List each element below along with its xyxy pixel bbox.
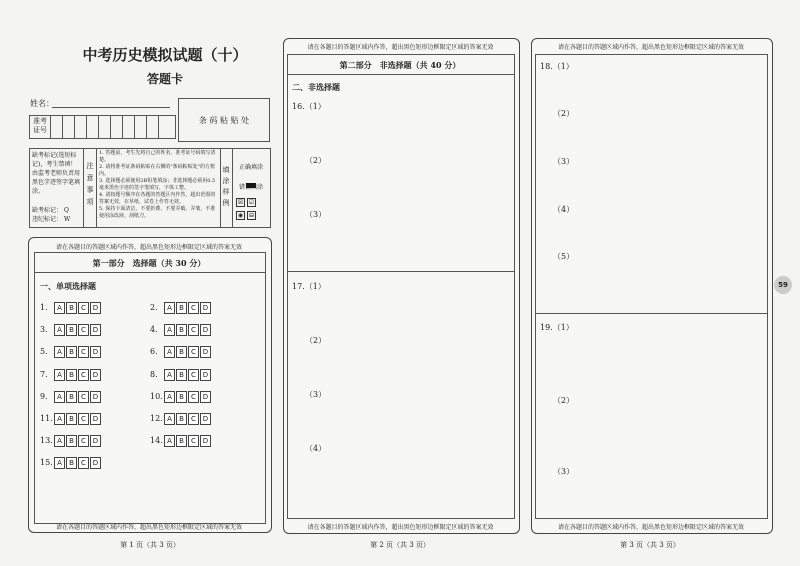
option-bubble[interactable]: B [66, 369, 77, 381]
option-bubble[interactable]: A [164, 369, 175, 381]
option-bubble[interactable]: D [200, 391, 211, 403]
question-18-part[interactable]: （5） [553, 252, 575, 261]
option-bubble[interactable]: D [90, 324, 101, 336]
choice-question [150, 346, 212, 358]
option-bubble[interactable]: C [78, 413, 89, 425]
option-bubble[interactable]: C [78, 435, 89, 447]
correct-fill-label: 正确填涂 [238, 164, 263, 171]
choice-question [150, 435, 212, 447]
option-bubble[interactable]: D [90, 391, 101, 403]
question-number: 1. [40, 303, 48, 312]
choice-question [40, 457, 102, 469]
option-bubble[interactable]: C [188, 391, 199, 403]
question-number: 2. [150, 303, 158, 312]
question-number: 5. [40, 347, 48, 357]
notes-title: 注意事项 [86, 162, 94, 206]
option-bubble[interactable]: C [78, 346, 89, 358]
choice-question [40, 435, 102, 447]
option-bubble[interactable]: B [176, 346, 187, 358]
question-19-part[interactable]: （3） [553, 467, 575, 476]
exam-number-label: 准考证号 [33, 117, 47, 134]
wrong-mark-icon: ⊟ [248, 212, 255, 219]
option-bubble[interactable]: A [164, 346, 175, 358]
question-18-part[interactable]: （2） [553, 109, 575, 118]
option-bubble[interactable]: A [164, 413, 175, 425]
option-bubble[interactable]: C [188, 435, 199, 447]
header-note: 请在各题目的答题区域内作答，超出黑色矩形边框限定区域的答案无效 [307, 44, 494, 51]
option-bubble[interactable]: C [188, 302, 199, 314]
option-bubble[interactable]: B [66, 457, 77, 469]
option-bubble[interactable]: C [78, 324, 89, 336]
violation-mark-value[interactable]: W [63, 216, 71, 223]
option-bubble[interactable]: C [78, 457, 89, 469]
question-17-part[interactable]: （4） [305, 444, 327, 453]
wrong-mark-icon: ◉ [237, 212, 244, 219]
option-bubble[interactable]: B [176, 324, 187, 336]
page-number: 第 1 页（共 3 页） [120, 541, 180, 549]
question-number: 15. [40, 458, 53, 468]
option-bubble[interactable]: A [164, 324, 175, 336]
question-number: 10. [150, 391, 163, 401]
option-bubble[interactable]: C [188, 346, 199, 358]
option-bubble[interactable]: A [164, 435, 175, 447]
wrong-mark-icon: ☒ [237, 199, 244, 206]
question-16-part[interactable]: （3） [305, 210, 327, 219]
option-bubble[interactable]: B [66, 346, 77, 358]
choice-question [40, 302, 102, 314]
option-bubble[interactable]: D [90, 346, 101, 358]
option-bubble[interactable]: A [54, 324, 65, 336]
option-bubble[interactable]: B [66, 324, 77, 336]
option-bubble[interactable]: D [200, 302, 211, 314]
section-title: 第一部分 选择题（共 30 分） [92, 258, 206, 268]
question-number: 9. [40, 391, 48, 401]
choice-question [40, 369, 102, 381]
choice-question [40, 324, 102, 336]
option-bubble[interactable]: B [66, 391, 77, 403]
name-label: 姓名： [30, 99, 54, 108]
question-18[interactable]: 18.（1） [540, 62, 574, 71]
question-number: 14. [150, 436, 163, 446]
header-note: 请在各题目的答题区域内作答，超出黑色矩形边框限定区域的答案无效 [557, 44, 744, 51]
name-field-line[interactable] [52, 107, 170, 108]
note-item: 1. 答题前，考生先将自己的姓名、准考证号码填写清楚。 [99, 150, 216, 163]
footer-note: 请在各题目的答题区域内作答，超出黑色矩形边框限定区域的答案无效 [557, 524, 744, 531]
question-19[interactable]: 19.（1） [540, 323, 574, 332]
question-number: 7. [40, 369, 48, 379]
option-bubble[interactable]: D [200, 369, 211, 381]
footer-note: 请在各题目的答题区域内作答，超出黑色矩形边框限定区域的答案无效 [307, 524, 494, 531]
choice-question [150, 391, 212, 403]
option-bubble[interactable]: B [176, 413, 187, 425]
question-number: 8. [150, 369, 158, 379]
option-bubble[interactable]: A [54, 346, 65, 358]
choice-question [40, 391, 102, 403]
option-bubble[interactable]: C [78, 302, 89, 314]
question-number: 12. [150, 414, 163, 423]
note-item: 4. 请按题号顺序在各题的答题区内作答，超出范围的答案无效，在草纸、试卷上作答无效。 [99, 192, 216, 205]
exam-title: 中考历史模拟试题（十） [82, 46, 248, 64]
option-bubble[interactable]: C [78, 391, 89, 403]
question-17[interactable]: 17.（1） [292, 282, 326, 291]
exam-number-box[interactable] [29, 115, 176, 139]
option-bubble[interactable]: D [200, 346, 211, 358]
option-bubble[interactable]: B [176, 302, 187, 314]
choice-question [40, 346, 102, 358]
question-number: 6. [150, 347, 158, 357]
option-bubble[interactable]: A [54, 391, 65, 403]
option-bubble[interactable]: A [164, 302, 175, 314]
page-number: 第 2 页（共 3 页） [370, 541, 430, 549]
option-bubble[interactable]: D [200, 324, 211, 336]
question-number: 4. [150, 325, 158, 335]
option-bubble[interactable]: C [188, 369, 199, 381]
choice-question [40, 413, 102, 425]
option-bubble[interactable]: D [90, 302, 101, 314]
violation-mark-label: 违纪标记： [32, 216, 63, 223]
choice-question [150, 302, 212, 314]
option-bubble[interactable]: B [176, 391, 187, 403]
fill-example-title: 填涂样例 [222, 166, 230, 207]
option-bubble[interactable]: D [90, 457, 101, 469]
option-bubble[interactable]: B [176, 435, 187, 447]
miss-mark-label: 缺考标记： [32, 207, 63, 214]
question-18-part[interactable]: （3） [553, 157, 575, 166]
part-title: 一、单项选择题 [40, 281, 96, 291]
section-header-note: 请在各题目的答题区域内作答，超出黑色矩形边框限定区域的答案无效 [55, 244, 242, 251]
option-bubble[interactable]: D [90, 413, 101, 425]
option-bubble[interactable]: A [54, 369, 65, 381]
question-16-part[interactable]: （2） [305, 156, 327, 165]
question-number: 3. [40, 325, 48, 335]
option-bubble[interactable]: C [188, 324, 199, 336]
question-number: 11. [40, 414, 53, 423]
option-bubble[interactable]: D [200, 413, 211, 425]
page-number: 第 3 页（共 3 页） [620, 541, 680, 549]
answer-card-subtitle: 答题卡 [146, 72, 183, 86]
barcode-label: 条 码 粘 贴 处 [198, 116, 250, 125]
question-19-part[interactable]: （2） [553, 396, 575, 405]
option-bubble[interactable]: D [200, 435, 211, 447]
option-bubble[interactable]: B [66, 302, 77, 314]
footer-note: 请在各题目的答题区域内作答，超出黑色矩形边框限定区域的答案无效 [55, 524, 242, 531]
option-bubble[interactable]: A [164, 391, 175, 403]
page-badge: 59 [774, 276, 792, 294]
note-item: 2. 请将准考证条码粘贴在右侧的"条码粘贴处"的方框内。 [99, 164, 215, 177]
miss-mark-notice: 缺考标记(选短标记)，考生禁填！由监考老师负责用黑色字迹签字笔填涂。 [32, 152, 81, 195]
wrong-mark-icon: ☑ [248, 199, 255, 206]
section-title: 第二部分 非选择题（共 40 分） [339, 60, 461, 70]
choice-question [150, 369, 212, 381]
choice-question [150, 413, 212, 425]
option-bubble[interactable]: C [78, 369, 89, 381]
option-bubble[interactable]: B [66, 435, 77, 447]
question-17-part[interactable]: （3） [305, 390, 327, 399]
question-16[interactable]: 16.（1） [292, 102, 326, 111]
note-item: 3. 选择题必须使用2B铅笔填涂；非选择题必须用0.5毫米黑色字迹的签字笔填写，字体工整。 [99, 178, 216, 191]
notes-list [99, 150, 219, 220]
option-bubble[interactable]: C [188, 413, 199, 425]
choice-question [150, 324, 212, 336]
wrong-fill-label: 错误填涂 [238, 184, 263, 191]
option-bubble[interactable]: A [54, 435, 65, 447]
part-title: 二、非选择题 [292, 82, 340, 92]
question-18-part[interactable]: （4） [553, 205, 575, 214]
option-bubble[interactable]: D [90, 369, 101, 381]
option-bubble[interactable]: D [90, 435, 101, 447]
question-number: 13. [40, 436, 53, 446]
option-bubble[interactable]: A [54, 302, 65, 314]
question-17-part[interactable]: （2） [305, 336, 327, 345]
option-bubble[interactable]: B [176, 369, 187, 381]
option-bubble[interactable]: B [66, 413, 77, 425]
option-bubble[interactable]: A [54, 457, 65, 469]
miss-mark-value[interactable]: Q [63, 207, 69, 214]
option-bubble[interactable]: A [54, 413, 65, 425]
note-item: 5. 保持卡面清洁，不要折叠、不要弄破、弄皱，不准使用涂改液、刮纸刀。 [99, 206, 216, 219]
